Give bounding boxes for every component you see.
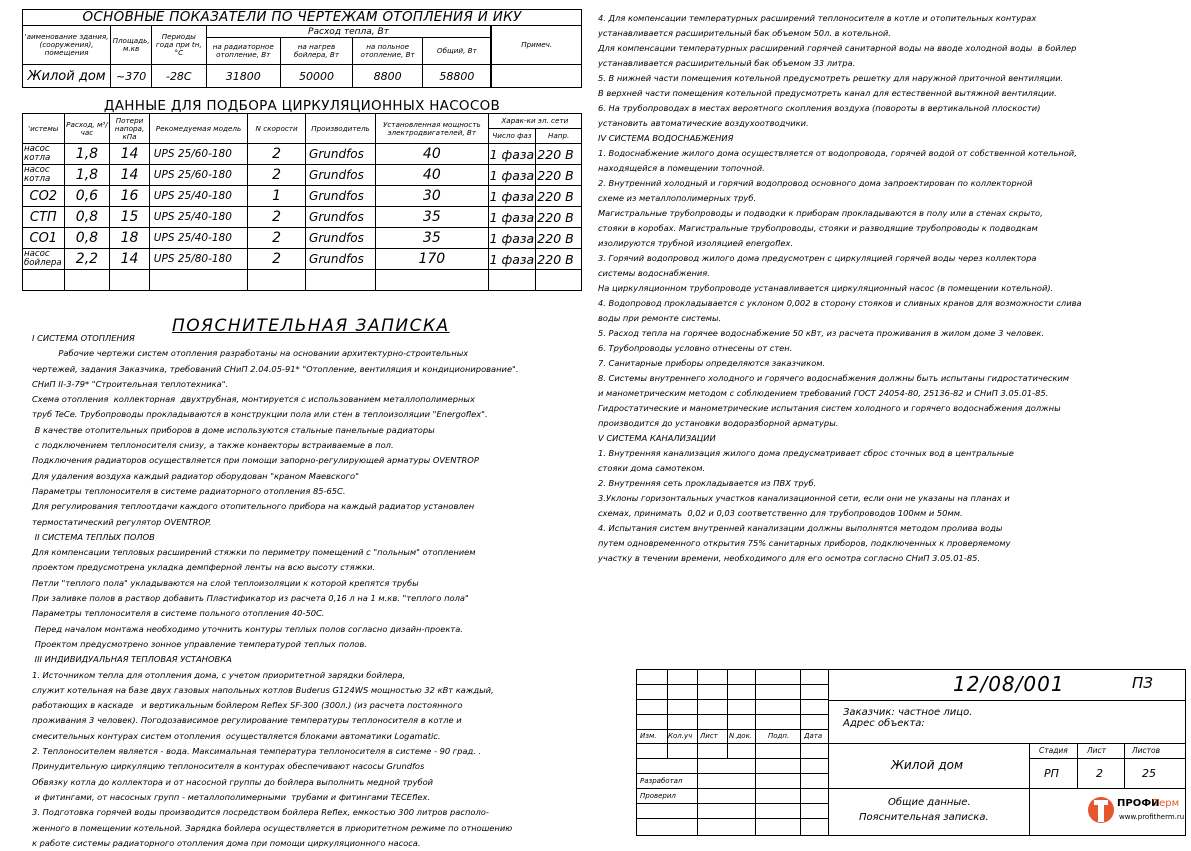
pump-cell-flow: 0,6 xyxy=(64,186,110,207)
note-line: производится до установки водоразборной арматуры. xyxy=(598,418,839,428)
note-line: Параметры теплоносителя в системе радиаторного отопления 85-65С. xyxy=(32,485,346,496)
pump-cell-model: UPS 25/60-180 xyxy=(149,144,247,165)
pump-cell-voltage: 220 В xyxy=(536,228,582,249)
sheet-title-2: Пояснительная записка. xyxy=(859,812,989,823)
header-radiator: на радиаторное отопление, Вт xyxy=(206,38,280,65)
pump-cell-power: 40 xyxy=(376,144,489,165)
note-line: 4. Водопровод прокладывается с уклоном 0,002 в сторону стояков и сливных кранов для возможности слива xyxy=(598,298,1082,308)
pump-cell-voltage: 220 В xyxy=(536,144,582,165)
note-line: На циркуляционном трубопроводе устанавливается циркуляционный насос (в помещении котельной). xyxy=(598,283,1054,293)
pump-row xyxy=(23,207,582,228)
pump-cell-speed: 2 xyxy=(248,249,306,270)
pump-cell-loss: 16 xyxy=(110,186,150,207)
note-line: к работе системы радиаторного отопления дома при помощи циркуляционного насоса. xyxy=(32,837,421,848)
col-data: Дата xyxy=(804,732,823,740)
pump-cell-maker: Grundfos xyxy=(306,165,376,186)
note-line: 5. Расход тепла на горячее водоснабжение 50 кВт, из расчета проживания в жилом доме 3 человек. xyxy=(598,328,1045,338)
cell-note xyxy=(492,65,582,88)
note-line: 2. Внутренний холодный и горячий водопровод основного дома запроектирован по коллекторной xyxy=(598,178,1033,188)
pump-cell-speed: 2 xyxy=(248,207,306,228)
note-line: термостатический регулятор OVENTROP. xyxy=(32,516,212,527)
pump-cell-phases: 1 фаза xyxy=(488,144,536,165)
pump-cell-phases: 1 фаза xyxy=(488,207,536,228)
note-line: 1. Источником тепла для отопления дома, с учетом приоритетной зарядки бойлера, xyxy=(32,669,406,680)
note-line: При заливке полов в раствор добавить Пластификатор из расчета 0,16 л на 1 м.кв. "теплого пола" xyxy=(32,593,469,604)
pump-table xyxy=(22,113,582,291)
note-line: В верхней части помещения котельной предусмотреть канал для естественной вытяжной вентиляции. xyxy=(598,88,1057,98)
pump-cell-loss: 15 xyxy=(110,207,150,228)
note-line: Рабочие чертежи систем отопления разработаны на основании архитектурно-строительных xyxy=(32,348,469,359)
pump-cell-flow: 1,8 xyxy=(64,165,110,186)
customer: Заказчик: частное лицо. xyxy=(843,707,973,718)
pump-cell-loss: 14 xyxy=(110,249,150,270)
cell-boiler: 50000 xyxy=(280,65,352,88)
pump-row xyxy=(23,165,582,186)
note-line: Подключения радиаторов осуществляется при помощи запорно-регулирующей арматуры OVENTROP xyxy=(32,455,479,466)
pump-cell-phases: 1 фаза xyxy=(488,228,536,249)
note-line: I СИСТЕМА ОТОПЛЕНИЯ xyxy=(32,333,135,343)
profitherm-logo xyxy=(1087,794,1183,830)
pump-row xyxy=(23,186,582,207)
note-line: служит котельная на базе двух газовых напольных котлов Buderus G124WS мощностью 32 кВт каждый, xyxy=(32,684,494,695)
sheets-label: Листов xyxy=(1132,746,1161,755)
note-line: Для регулирования теплоотдачи каждого отопительного прибора на каждый радиатор установлен xyxy=(32,501,475,512)
header-loss: Потери напора, кПа xyxy=(110,114,150,144)
note-line: чертежей, задания Заказчика, требований СНиП 2.04.05-91* "Отопление, вентиляция и кондиционирование". xyxy=(32,363,519,374)
note-line: труб TeCe. Трубопроводы прокладываются в конструкции пола или стен в теплоизоляции "Energoflex". xyxy=(32,409,488,420)
note-line: В качестве отопительных приборов в доме используются стальные панельные радиаторы xyxy=(32,424,435,435)
header-system: 'истемы xyxy=(23,114,65,144)
note-line: Для удаления воздуха каждый радиатор оборудован "краном Маевского" xyxy=(32,470,359,481)
note-line: проектом предусмотрена укладка демпферной ленты на всю высоту стяжки. xyxy=(32,562,376,573)
cell-period: -28С xyxy=(152,65,206,88)
pump-table-title: ДАННЫЕ ДЛЯ ПОДБОРА ЦИРКУЛЯЦИОННЫХ НАСОСОВ xyxy=(103,98,501,114)
pump-cell-flow: 0,8 xyxy=(64,207,110,228)
pump-row xyxy=(23,228,582,249)
pump-cell-loss: 14 xyxy=(110,144,150,165)
note-line: 4. Для компенсации температурных расширений теплоносителя в котле и отопительных контурах xyxy=(598,13,1037,23)
note-line: воды при ремонте системы. xyxy=(598,313,722,323)
pump-cell-voltage: 220 В xyxy=(536,249,582,270)
pump-cell-system: насос котла xyxy=(23,144,65,165)
summary-table-block xyxy=(22,9,582,88)
note-line: устанавливается расширительный бак объемом 50л. в котельной. xyxy=(598,28,891,38)
pump-cell-system: СТП xyxy=(23,207,65,228)
note-line: 2. Теплоносителем является - вода. Максимальная температура теплоносителя в системе - 90 град. . xyxy=(32,746,482,757)
pump-cell-voltage: 220 В xyxy=(536,207,582,228)
note-line: проживания 3 человек). Погодозависимое регулирование температуры теплоносителя в котле и xyxy=(32,715,462,726)
title-block xyxy=(636,669,1186,836)
note-line: стояки дома самотеком. xyxy=(598,463,706,473)
header-floor: на польное отопление, Вт xyxy=(352,38,422,65)
note-line: схеме из металлополимерных труб. xyxy=(598,193,757,203)
note-line: II СИСТЕМА ТЕПЛЫХ ПОЛОВ xyxy=(32,531,155,542)
note-line: 3. Горячий водопровод жилого дома предусмотрен с циркуляцией горячей воды через коллектора xyxy=(598,253,1037,263)
checked-label: Проверил xyxy=(640,792,676,800)
pump-cell-speed: 2 xyxy=(248,165,306,186)
pump-cell-model: UPS 25/40-180 xyxy=(149,207,247,228)
header-phases: Число фаз xyxy=(488,129,536,144)
pump-cell-power: 170 xyxy=(376,249,489,270)
note-line: Проектом предусмотрено зонное управление температурой теплых полов. xyxy=(32,638,367,649)
note-line: работающих в каскаде и вертикальным бойлером Reflex SF-300 (300л.) (из расчета постоянного xyxy=(32,700,463,711)
note-line: 6. Трубопроводы условно отнесены от стен. xyxy=(598,343,793,353)
note-line: стояки в коробах. Магистральные трубопроводы, стояки и разводящие трубопроводы к подводкам xyxy=(598,223,1038,233)
note-line: 1. Водоснабжение жилого дома осуществляется от водопровода, горячей водой от собственной котельной, xyxy=(598,148,1077,158)
summary-title: ОСНОВНЫЕ ПОКАЗАТЕЛИ ПО ЧЕРТЕЖАМ ОТОПЛЕНИЯ И ИКУ xyxy=(23,10,582,26)
pump-row xyxy=(23,144,582,165)
note-line: Петли "теплого пола" укладываются на слой теплоизоляции к которой крепятся трубы xyxy=(32,577,419,588)
pump-cell-voltage: 220 В xyxy=(536,186,582,207)
logo-brand: ПРОФИ xyxy=(1117,798,1160,809)
note-line: 5. В нижней части помещения котельной предусмотреть решетку для наружной приточной вентиляции. xyxy=(598,73,1064,83)
note-line: и фитингами, от насосных групп - металлополимерными трубами и фитингами TECEflex. xyxy=(32,791,431,802)
col-izm: Изм. xyxy=(640,732,657,740)
cell-area: ~370 xyxy=(111,65,152,88)
pump-cell-speed: 2 xyxy=(248,228,306,249)
note-line: Параметры теплоносителя в системе польного отопления 40-50С. xyxy=(32,608,325,619)
pump-cell-phases: 1 фаза xyxy=(488,165,536,186)
note-line: установить автоматические воздухоотводчики. xyxy=(598,118,809,128)
pump-cell-maker: Grundfos xyxy=(306,228,376,249)
note-line: IV СИСТЕМА ВОДОСНАБЖЕНИЯ xyxy=(598,133,734,143)
logo-brand-2: Терм xyxy=(1153,798,1180,809)
note-line: участку в течении времени, необходимого для его осмотра согласно СНиП 3.05.01-85. xyxy=(598,553,981,563)
header-grid: Харак-ки эл. сети xyxy=(488,114,581,129)
pump-cell-loss: 14 xyxy=(110,165,150,186)
pump-cell-speed: 1 xyxy=(248,186,306,207)
pump-cell-power: 35 xyxy=(376,207,489,228)
pump-cell-maker: Grundfos xyxy=(306,144,376,165)
pump-table-body xyxy=(23,144,582,291)
note-line: 3. Подготовка горячей воды производится посредством бойлера Reflex, емкостью 300 литров располо- xyxy=(32,807,489,818)
pump-cell-maker: Grundfos xyxy=(306,249,376,270)
cell-radiator: 31800 xyxy=(206,65,280,88)
note-line: устанавливается расширительный бак объемом 33 литра. xyxy=(598,58,856,68)
pump-cell-phases: 1 фаза xyxy=(488,186,536,207)
note-line: 3.Уклоны горизонтальных участков канализационной сети, если они не указаны на планах и xyxy=(598,493,1010,503)
header-boiler: на нагрев бойлера, Вт xyxy=(280,38,352,65)
note-line: 2. Внутренняя сеть прокладывается из ПВХ труб. xyxy=(598,478,817,488)
note-line: с подключением теплоносителя снизу, а также конвекторы встраиваемые в пол. xyxy=(32,440,394,451)
pump-cell-speed: 2 xyxy=(248,144,306,165)
pump-cell-power: 30 xyxy=(376,186,489,207)
note-line: Гидростатические и манометрические испытания систем холодного и горячего водоснабжения должны xyxy=(598,403,1061,413)
note-line: и манометрическим методом с соблюдением требований ГОСТ 24054-80, 25136-82 и СНиП 3.05.01-85. xyxy=(598,388,1049,398)
cell-building: Жилой дом xyxy=(23,65,111,88)
developed-label: Разработал xyxy=(640,777,683,785)
building-name: Жилой дом xyxy=(891,758,964,772)
header-periods: Периоды года при tн, °С xyxy=(152,26,206,65)
note-line: 7. Санитарные приборы определяются заказчиком. xyxy=(598,358,826,368)
header-speed: N скорости xyxy=(248,114,306,144)
pump-cell-model: UPS 25/60-180 xyxy=(149,165,247,186)
pump-cell-system: СО1 xyxy=(23,228,65,249)
sheets-value: 25 xyxy=(1142,767,1156,780)
pump-cell-flow: 1,8 xyxy=(64,144,110,165)
pump-cell-maker: Grundfos xyxy=(306,207,376,228)
header-power: Установленная мощность электродвигателей, Вт xyxy=(376,114,489,144)
stage-value: РП xyxy=(1044,767,1059,780)
pump-cell-loss: 18 xyxy=(110,228,150,249)
note-line: Обвязку котла до коллектора и от насосной группы до бойлера выполнить медной трубой xyxy=(32,776,434,787)
note-line: 4. Испытания систем внутренней канализации должны выполнятся методом пролива воды xyxy=(598,523,1003,533)
pump-cell-model: UPS 25/40-180 xyxy=(149,186,247,207)
header-flow: Расход, м³/час xyxy=(64,114,110,144)
note-line: III ИНДИВИДУАЛЬНАЯ ТЕПЛОВАЯ УСТАНОВКА xyxy=(32,654,232,665)
note-line: Для компенсации температурных расширений горячей санитарной воды на вводе холодной воды в бойлер xyxy=(598,43,1077,53)
header-voltage: Напр. xyxy=(536,129,582,144)
note-line: Принудительную циркуляцию теплоносителя в контурах обеспечивают насосы Grundfos xyxy=(32,761,425,772)
note-line: Для компенсации тепловых расширений стяжки по периметру помещений с "польным" отоплением xyxy=(32,547,476,558)
cell-total: 58800 xyxy=(423,65,491,88)
pump-cell-model: UPS 25/80-180 xyxy=(149,249,247,270)
cell-floor: 8800 xyxy=(352,65,422,88)
doc-code: 12/08/001 xyxy=(953,672,1065,696)
note-line: 6. На трубопроводах в местах вероятного скопления воздуха (повороты в вертикальной плоскости) xyxy=(598,103,1041,113)
notes-right-column xyxy=(598,11,1082,566)
note-line: Магистральные трубопроводы и подводки к приборам прокладываются в полу или в стенах скрыто, xyxy=(598,208,1043,218)
header-building: 'аименование здания, (сооружения), помещения xyxy=(23,26,111,65)
pump-row xyxy=(23,249,582,270)
sheet-title-1: Общие данные. xyxy=(888,797,971,808)
summary-table xyxy=(22,9,582,88)
pump-cell-maker: Grundfos xyxy=(306,186,376,207)
header-maker: Производитель xyxy=(306,114,376,144)
note-line: находящейся в помещении топочной. xyxy=(598,163,765,173)
notes-title: ПОЯСНИТЕЛЬНАЯ ЗАПИСКА xyxy=(172,316,450,336)
header-total: Общий, Вт xyxy=(423,38,491,65)
note-line: путем одновременного открытия 75% санитарных приборов, подключенных к проверяемому xyxy=(598,538,1011,548)
note-line: СНиП II-3-79* "Строительная теплотехника". xyxy=(32,378,229,389)
note-line: схемах, принимать 0,02 и 0,03 соответственно для трубопроводов 100мм и 50мм. xyxy=(598,508,963,518)
address: Адрес объекта: xyxy=(843,718,925,729)
note-line: Схема отопления коллекторная двухтрубная, монтируется с использованием металлополимерных xyxy=(32,394,475,405)
pump-cell-flow: 0,8 xyxy=(64,228,110,249)
notes-left-column xyxy=(32,331,519,851)
pump-cell-power: 40 xyxy=(376,165,489,186)
header-heat-group: Расход тепла, Вт xyxy=(206,26,491,38)
note-line: 8. Системы внутреннего холодного и горячего водоснабжения должны быть испытаны гидростатическим xyxy=(598,373,1070,383)
col-kol: Кол.уч xyxy=(668,732,693,740)
header-note: Примеч. xyxy=(492,26,582,65)
pump-cell-power: 35 xyxy=(376,228,489,249)
note-line: изолируются трубной изоляцией energoflex. xyxy=(598,238,793,248)
sheet-label: Лист xyxy=(1087,746,1107,755)
stage-label: Стадия xyxy=(1039,746,1068,755)
note-line: смесительных контурах систем отопления осуществляется блоками автоматики Logamatic. xyxy=(32,730,441,741)
header-area: Площадь, м.кв xyxy=(111,26,152,65)
note-line: женного в помещении котельной. Зарядка бойлера осуществляется в приоритетном режиме по отношению xyxy=(32,822,513,833)
col-podp: Подп. xyxy=(768,732,790,740)
col-ndoc: N док. xyxy=(729,732,753,740)
col-list: Лист xyxy=(700,732,718,740)
note-line: системы водоснабжения. xyxy=(598,268,710,278)
pump-cell-system: СО2 xyxy=(23,186,65,207)
pump-cell-model: UPS 25/40-180 xyxy=(149,228,247,249)
note-line: 1. Внутренняя канализация жилого дома предусматривает сброс сточных вод в центральные xyxy=(598,448,1014,458)
pump-cell-flow: 2,2 xyxy=(64,249,110,270)
note-line: Перед началом монтажа необходимо уточнить контуры теплых полов согласно дизайн-проекта. xyxy=(32,623,463,634)
pump-cell-voltage: 220 В xyxy=(536,165,582,186)
logo-url: www.profitherm.ru xyxy=(1119,813,1185,821)
note-line: V СИСТЕМА КАНАЛИЗАЦИИ xyxy=(598,433,716,443)
pump-table-block xyxy=(22,99,582,291)
sheet-value: 2 xyxy=(1096,767,1103,780)
pump-cell-system: насос бойлера xyxy=(23,249,65,270)
pump-cell-system: насос котла xyxy=(23,165,65,186)
pump-cell-phases: 1 фаза xyxy=(488,249,536,270)
doc-type: ПЗ xyxy=(1132,674,1153,692)
header-model: Рекомедуемая модель xyxy=(149,114,247,144)
